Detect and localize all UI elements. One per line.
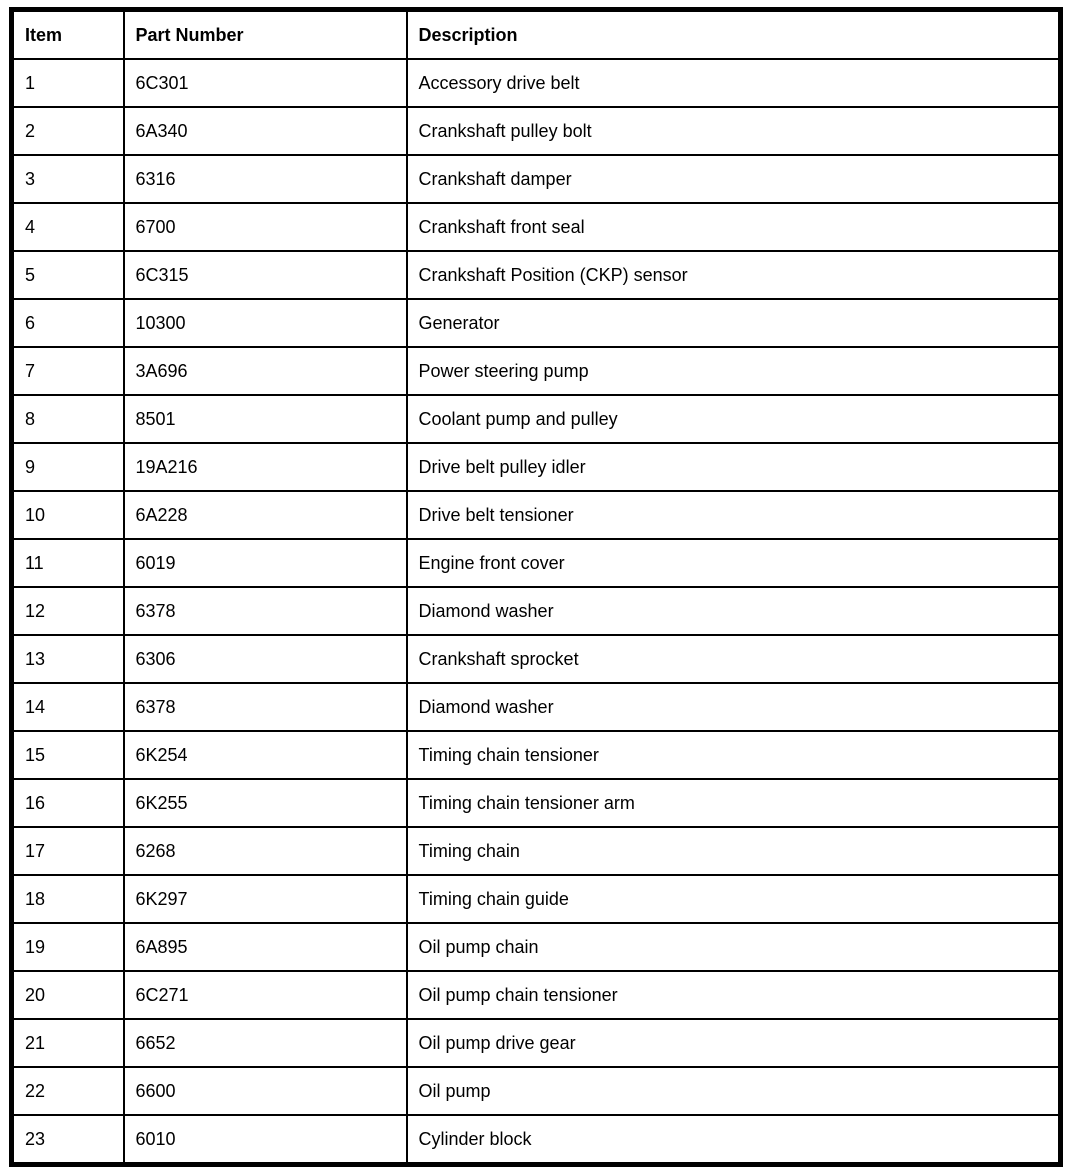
cell-part-number: 6A228	[124, 491, 407, 539]
cell-item: 7	[12, 347, 124, 395]
cell-item: 14	[12, 683, 124, 731]
table-row	[12, 395, 1061, 443]
cell-part-number: 6019	[124, 539, 407, 587]
cell-item: 1	[12, 59, 124, 107]
table-row	[12, 347, 1061, 395]
cell-item: 3	[12, 155, 124, 203]
cell-item: 22	[12, 1067, 124, 1115]
cell-item: 18	[12, 875, 124, 923]
cell-part-number: 6306	[124, 635, 407, 683]
cell-description: Oil pump chain	[407, 923, 1061, 971]
parts-table	[9, 7, 1063, 1167]
table-row	[12, 203, 1061, 251]
table-row	[12, 539, 1061, 587]
table-row	[12, 683, 1061, 731]
cell-description: Timing chain tensioner	[407, 731, 1061, 779]
cell-description: Timing chain guide	[407, 875, 1061, 923]
cell-part-number: 3A696	[124, 347, 407, 395]
cell-description: Power steering pump	[407, 347, 1061, 395]
table-row	[12, 971, 1061, 1019]
cell-item: 2	[12, 107, 124, 155]
cell-item: 8	[12, 395, 124, 443]
cell-description: Oil pump	[407, 1067, 1061, 1115]
cell-item: 15	[12, 731, 124, 779]
cell-item: 12	[12, 587, 124, 635]
table-row	[12, 1115, 1061, 1165]
cell-description: Timing chain tensioner arm	[407, 779, 1061, 827]
cell-part-number: 6652	[124, 1019, 407, 1067]
cell-item: 10	[12, 491, 124, 539]
cell-description: Coolant pump and pulley	[407, 395, 1061, 443]
table-row	[12, 1019, 1061, 1067]
table-header-row	[12, 10, 1061, 60]
cell-part-number: 6268	[124, 827, 407, 875]
cell-item: 6	[12, 299, 124, 347]
cell-description: Timing chain	[407, 827, 1061, 875]
cell-description: Crankshaft sprocket	[407, 635, 1061, 683]
column-header-item: Item	[12, 10, 124, 60]
table-row	[12, 731, 1061, 779]
table-row	[12, 587, 1061, 635]
cell-part-number: 6378	[124, 587, 407, 635]
cell-description: Generator	[407, 299, 1061, 347]
cell-description: Crankshaft front seal	[407, 203, 1061, 251]
table-body	[12, 59, 1061, 1165]
cell-description: Crankshaft damper	[407, 155, 1061, 203]
table-row	[12, 491, 1061, 539]
cell-part-number: 10300	[124, 299, 407, 347]
cell-part-number: 6K255	[124, 779, 407, 827]
column-header-description: Description	[407, 10, 1061, 60]
cell-description: Cylinder block	[407, 1115, 1061, 1165]
cell-description: Drive belt pulley idler	[407, 443, 1061, 491]
table-row	[12, 107, 1061, 155]
table-row	[12, 443, 1061, 491]
column-header-part-number: Part Number	[124, 10, 407, 60]
cell-item: 19	[12, 923, 124, 971]
table-row	[12, 59, 1061, 107]
cell-part-number: 6378	[124, 683, 407, 731]
table-row	[12, 923, 1061, 971]
cell-item: 5	[12, 251, 124, 299]
cell-description: Engine front cover	[407, 539, 1061, 587]
cell-part-number: 6700	[124, 203, 407, 251]
cell-item: 21	[12, 1019, 124, 1067]
cell-description: Diamond washer	[407, 587, 1061, 635]
cell-part-number: 6C315	[124, 251, 407, 299]
cell-item: 9	[12, 443, 124, 491]
cell-part-number: 8501	[124, 395, 407, 443]
cell-part-number: 6C271	[124, 971, 407, 1019]
cell-description: Diamond washer	[407, 683, 1061, 731]
cell-description: Drive belt tensioner	[407, 491, 1061, 539]
table-row	[12, 827, 1061, 875]
table-row	[12, 299, 1061, 347]
cell-part-number: 6316	[124, 155, 407, 203]
cell-item: 4	[12, 203, 124, 251]
cell-part-number: 19A216	[124, 443, 407, 491]
cell-description: Accessory drive belt	[407, 59, 1061, 107]
cell-item: 23	[12, 1115, 124, 1165]
table-row	[12, 875, 1061, 923]
cell-item: 17	[12, 827, 124, 875]
table-row	[12, 779, 1061, 827]
cell-part-number: 6600	[124, 1067, 407, 1115]
cell-part-number: 6010	[124, 1115, 407, 1165]
table-row	[12, 635, 1061, 683]
cell-item: 11	[12, 539, 124, 587]
cell-part-number: 6K254	[124, 731, 407, 779]
cell-part-number: 6A895	[124, 923, 407, 971]
cell-item: 13	[12, 635, 124, 683]
cell-part-number: 6K297	[124, 875, 407, 923]
cell-part-number: 6A340	[124, 107, 407, 155]
cell-part-number: 6C301	[124, 59, 407, 107]
table-row	[12, 155, 1061, 203]
cell-item: 16	[12, 779, 124, 827]
table-row	[12, 251, 1061, 299]
cell-description: Oil pump drive gear	[407, 1019, 1061, 1067]
cell-item: 20	[12, 971, 124, 1019]
cell-description: Oil pump chain tensioner	[407, 971, 1061, 1019]
cell-description: Crankshaft pulley bolt	[407, 107, 1061, 155]
cell-description: Crankshaft Position (CKP) sensor	[407, 251, 1061, 299]
table-row	[12, 1067, 1061, 1115]
